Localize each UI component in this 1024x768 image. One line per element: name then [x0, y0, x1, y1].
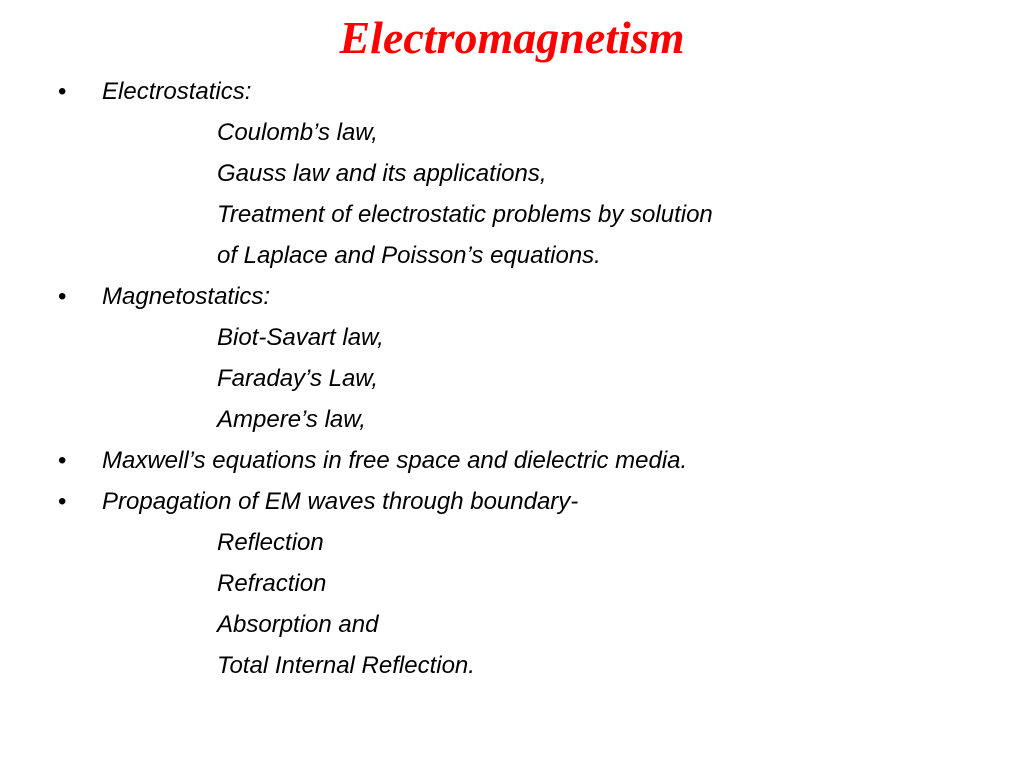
bullet-icon: •	[58, 447, 67, 474]
subitem-coulombs-law: Coulomb’s law,	[217, 119, 378, 146]
bullet-icon: •	[58, 78, 67, 105]
subitem-reflection: Reflection	[217, 529, 324, 556]
bullet-magnetostatics: Magnetostatics:	[102, 283, 271, 310]
subitem-gauss-law: Gauss law and its applications,	[217, 160, 547, 187]
subitem-refraction: Refraction	[217, 570, 327, 597]
bullet-electrostatics: Electrostatics:	[102, 78, 252, 105]
subitem-biot-savart: Biot-Savart law,	[217, 324, 384, 351]
subitem-absorption: Absorption and	[217, 611, 379, 638]
subitem-amperes-law: Ampere’s law,	[217, 406, 366, 433]
bullet-maxwells-equations: Maxwell’s equations in free space and dielectric media.	[102, 447, 688, 474]
bullet-icon: •	[58, 488, 67, 515]
slide-title: Electromagnetism	[339, 12, 685, 63]
subitem-laplace-poisson: of Laplace and Poisson’s equations.	[217, 242, 601, 269]
bullet-icon: •	[58, 283, 67, 310]
subitem-faradays-law: Faraday’s Law,	[217, 365, 378, 392]
subitem-total-internal-reflection: Total Internal Reflection.	[217, 652, 475, 679]
bullet-em-wave-propagation: Propagation of EM waves through boundary-	[102, 488, 579, 515]
subitem-electrostatic-treatment: Treatment of electrostatic problems by solution	[217, 201, 713, 228]
